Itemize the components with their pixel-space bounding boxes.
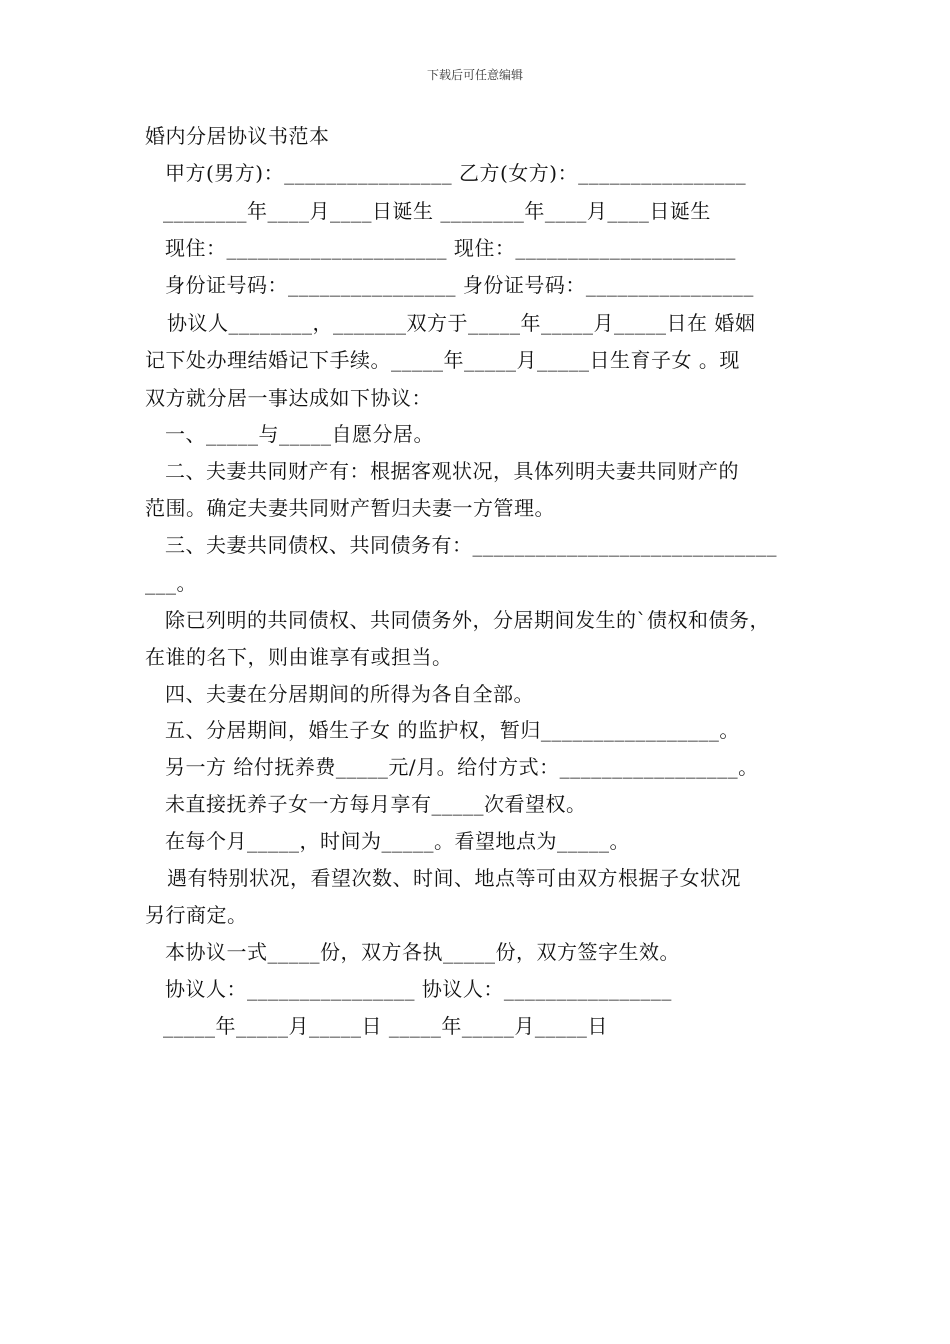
clause-2: 二、夫妻共同财产有：根据客观状况，具体列明夫妻共同财产的 <box>165 459 739 483</box>
party-names-line: 甲方(男方)：________________ 乙方(女方)：________________ <box>165 161 747 185</box>
paragraph-line: 本协议一式_____份，双方各执_____份，双方签字生效。 <box>165 940 680 964</box>
paragraph-line: 在谁的名下，则由谁享有或担当。 <box>145 645 453 669</box>
address-line: 现住：_____________________ 现住：_____________________ <box>165 236 736 260</box>
clause-4: 四、夫妻在分居期间的所得为各自全部。 <box>165 682 534 706</box>
paragraph-line: 未直接抚养子女一方每月享有_____次看望权。 <box>165 792 587 816</box>
paragraph-line: 协议人________，_______双方于_____年_____月_____日在 婚姻 <box>167 311 756 335</box>
document-title: 婚内分居协议书范本 <box>145 124 330 148</box>
clause-2-continued: 范围。确定夫妻共同财产暂归夫妻一方管理。 <box>145 496 555 520</box>
clause-5: 五、分居期间，婚生子女 的监护权，暂归_________________。 <box>165 718 740 742</box>
clause-1: 一、_____与_____自愿分居。 <box>165 422 434 446</box>
paragraph-line: 在每个月_____，时间为_____。看望地点为_____。 <box>165 829 630 853</box>
signature-line: 协议人：________________ 协议人：________________ <box>165 977 672 1001</box>
paragraph-line: 记下处办理结婚记下手续。_____年_____月_____日生育子女 。现 <box>145 348 740 372</box>
paragraph-line: 遇有特别状况，看望次数、时间、地点等可由双方根据子女状况 <box>167 866 741 890</box>
birth-dates-line: ________年____月____日诞生 ________年____月____日诞生 <box>163 199 711 223</box>
signature-date-line: _____年_____月_____日 _____年_____月_____日 <box>163 1014 608 1038</box>
id-number-line: 身份证号码：________________ 身份证号码：________________ <box>165 273 754 297</box>
paragraph-line: 另一方 给付抚养费_____元/月。给付方式：_________________。 <box>165 755 759 779</box>
clause-3-continued: ___。 <box>145 571 197 595</box>
clause-3: 三、夫妻共同债权、共同债务有：_____________________________ <box>165 533 777 557</box>
page-header-note: 下载后可任意编辑 <box>426 68 523 82</box>
paragraph-line: 除已列明的共同债权、共同债务外，分居期间发生的`债权和债务， <box>165 608 770 632</box>
paragraph-line: 双方就分居一事达成如下协议： <box>145 386 432 410</box>
paragraph-line: 另行商定。 <box>145 903 248 927</box>
